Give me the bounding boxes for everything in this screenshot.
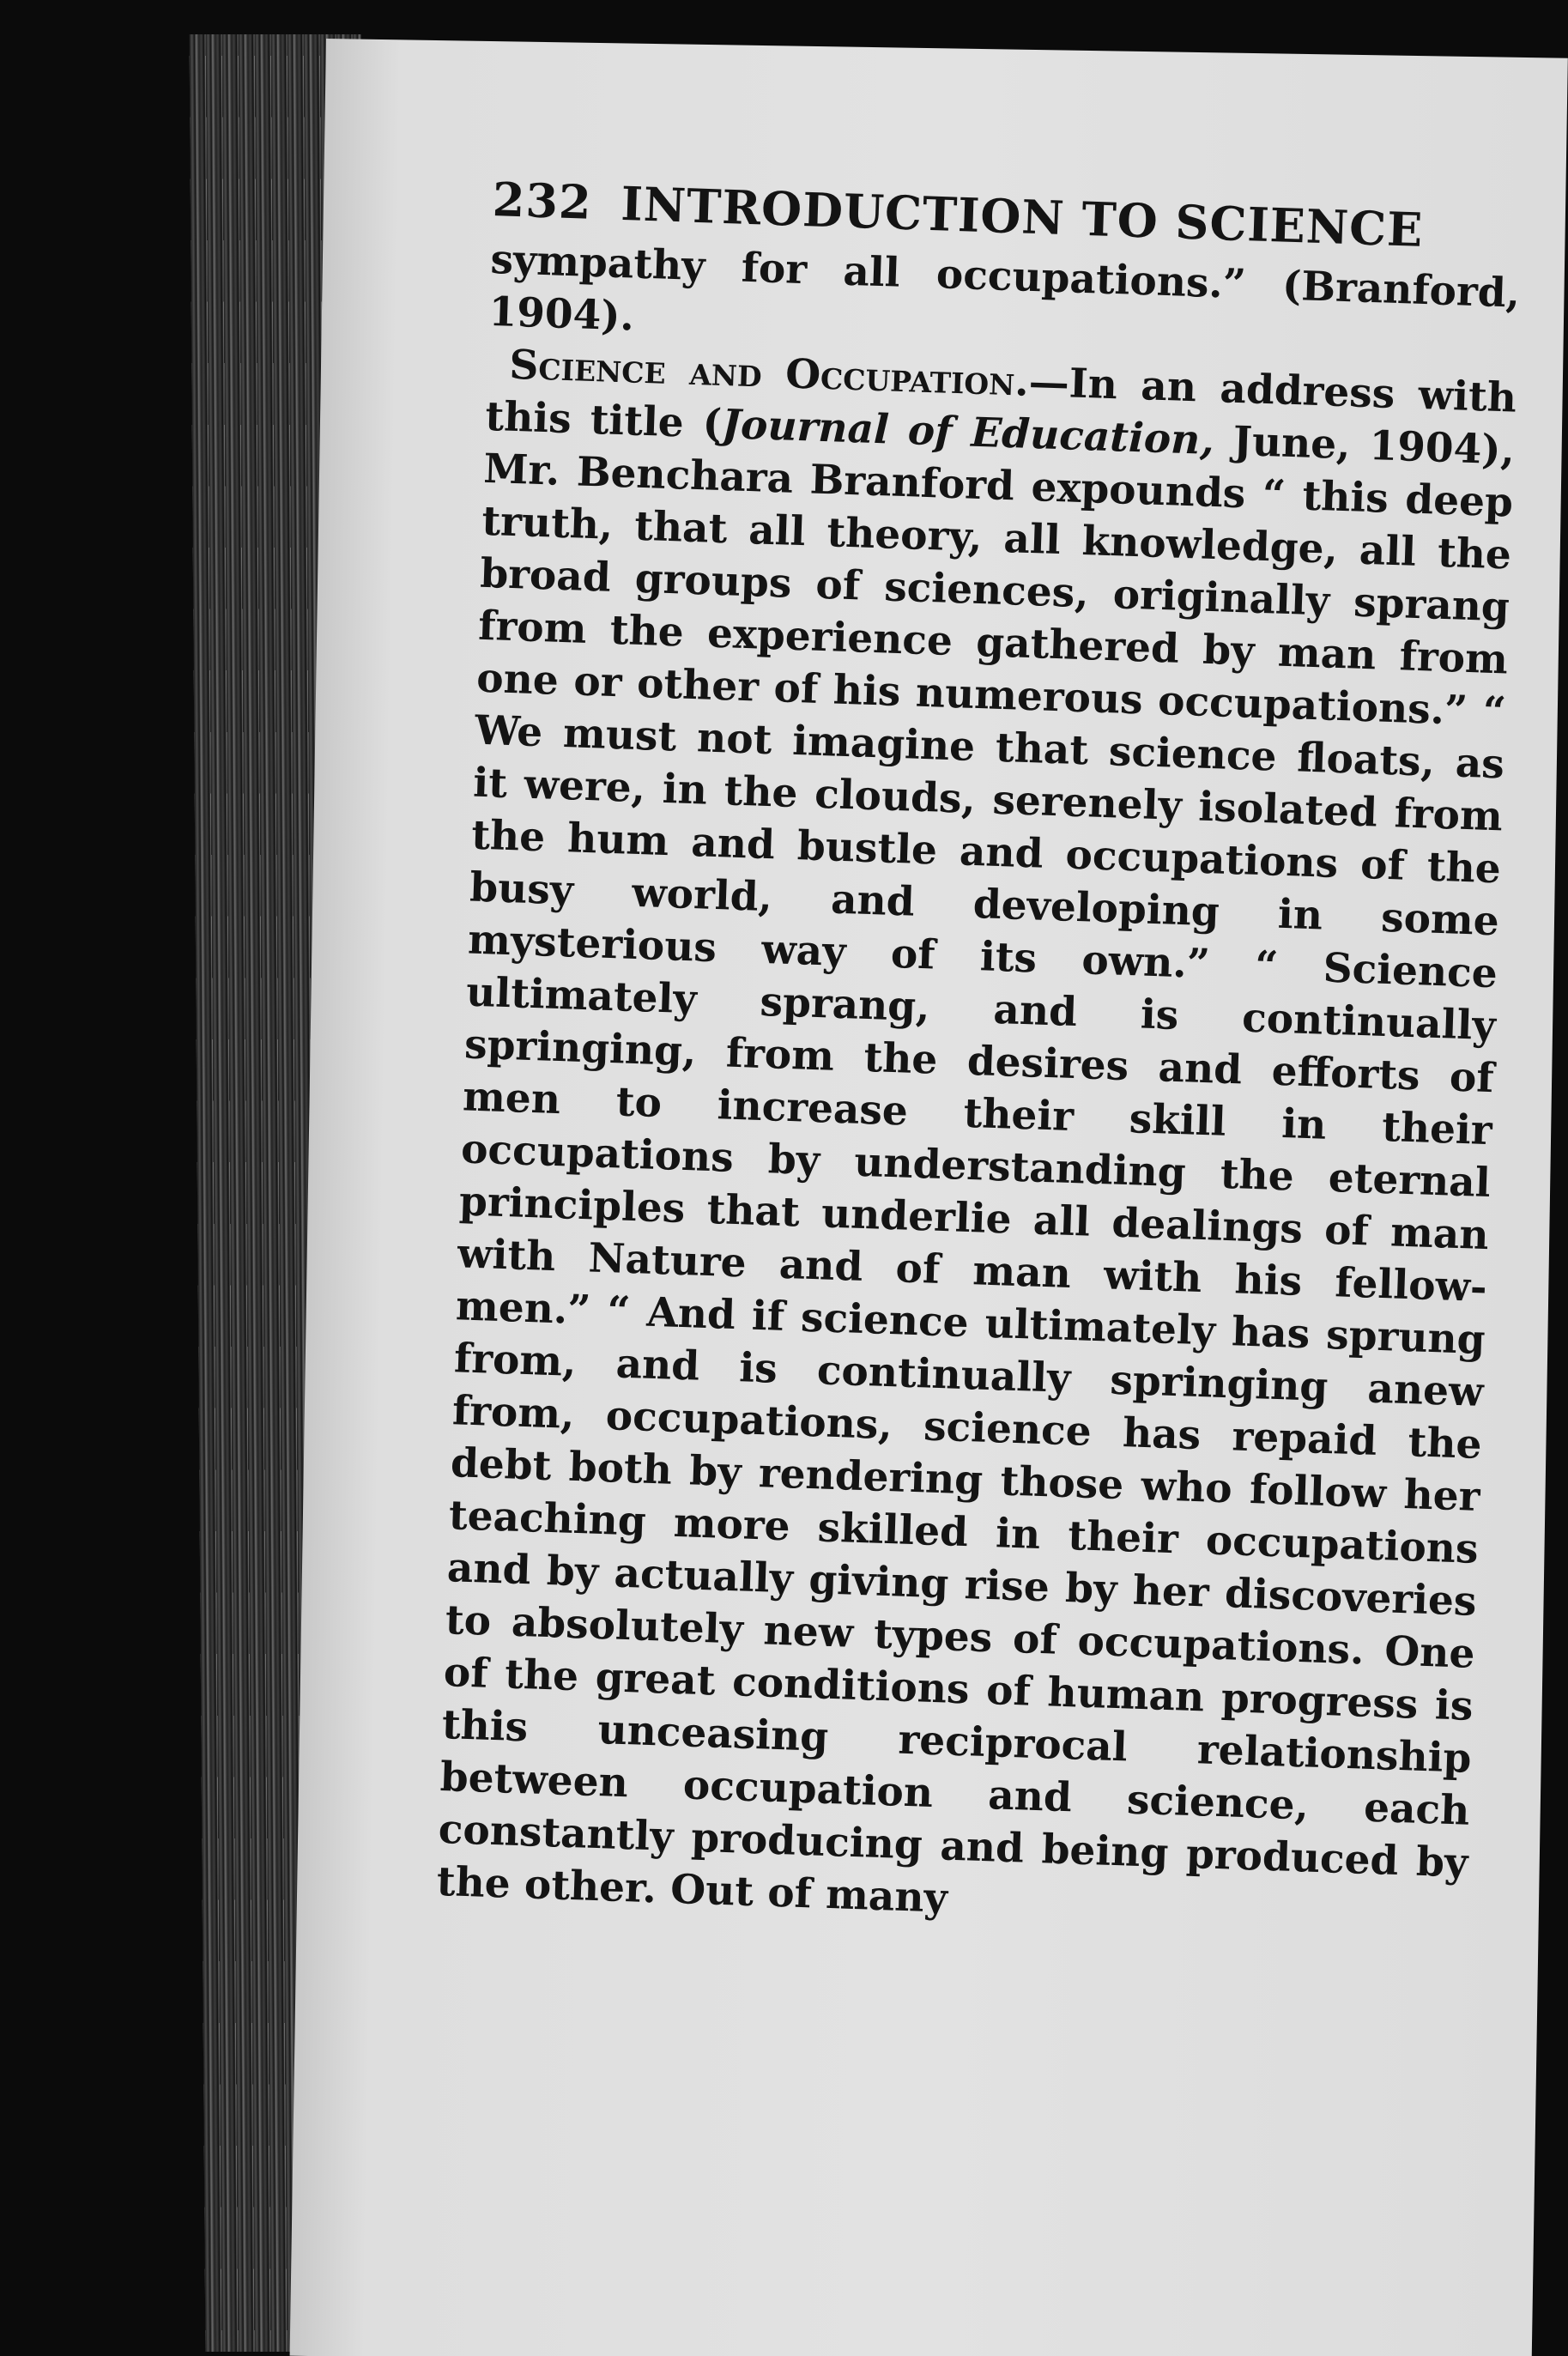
- paragraph-continuation: sympathy for all occupations.” (Branford, 1904).: [487, 235, 1521, 341]
- paragraph-text-rest: June, 1904), Mr. Benchara Branford expounds “ this deep truth, that all theory, all knowledge, all the broad groups of sciences, originally sprang from the experience gathered by man from one or other of his numerous occupations.” “ We must not imagine that science floats, as it were, in the clouds, serenely isolated from the hum and bustle and occupations of the busy world, and developing in some mysterious way of its own.” “ Science ultimately sprang, and is continually springing, from the desires and efforts of men to increase their skill in their occupations by understanding the eternal principles that underlie all dealings of man with Nature and of man with his fellow-men.” “ And if science ultimately has sprung from, and is continually springing anew from, occupations, science has repaid the debt both by rendering those who follow her teaching more skilled in their occupations and by actually giving rise by her discoveries to absolutely new types of occupations. One of the great conditions of human progress is this unceasing reciprocal relationship between occupation and science, each constantly producing and being produced by the other. Out of many: [435, 417, 1516, 1923]
- text-block: [436, 172, 1523, 1942]
- paragraph-text-start: —In an address with this title (: [484, 358, 1517, 448]
- journal-title: Journal of Education,: [721, 400, 1215, 464]
- body-text: [436, 233, 1521, 1942]
- page-number: 232: [491, 172, 593, 230]
- section-heading: Science and Occupation.: [508, 341, 1030, 406]
- paragraph-science-and-occupation: [436, 338, 1517, 1942]
- running-title: INTRODUCTION TO SCIENCE: [620, 175, 1425, 257]
